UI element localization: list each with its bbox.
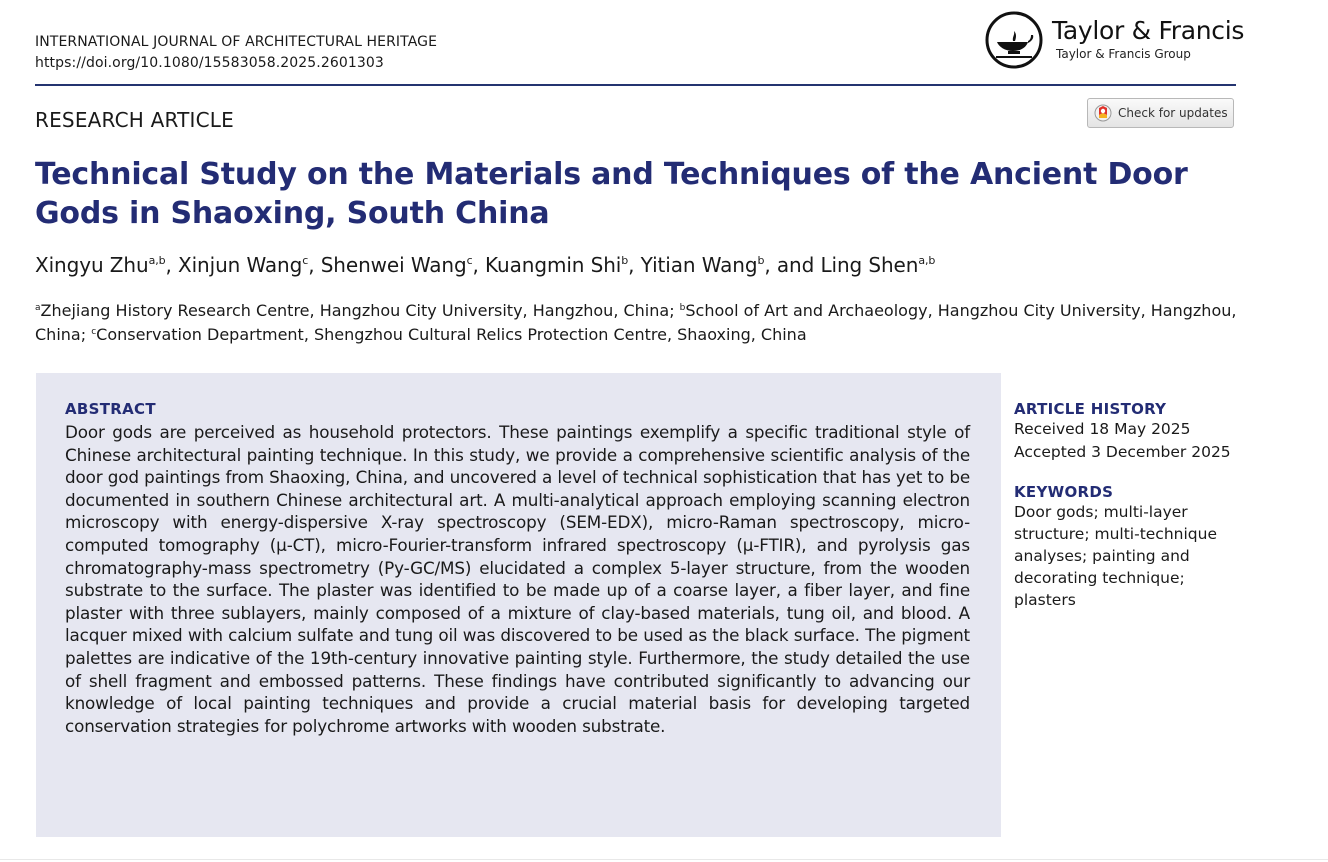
author-separator: ,: [165, 253, 178, 277]
affiliation-mark: c: [91, 327, 97, 337]
author-separator: , and: [764, 253, 821, 277]
doi-link[interactable]: https://doi.org/10.1080/15583058.2025.2601303: [35, 55, 384, 71]
author-affiliation-mark: c: [466, 254, 473, 267]
author-affiliation-mark: b: [757, 254, 765, 267]
keywords-line: structure; multi-technique: [1014, 525, 1217, 544]
keywords-line: plasters: [1014, 591, 1076, 610]
author-affiliation-mark: b: [621, 254, 629, 267]
taylor-francis-lamp-logo: [984, 10, 1044, 70]
author-separator: ,: [628, 253, 641, 277]
author-name[interactable]: Yitian Wang: [640, 253, 758, 277]
affiliation-text: Zhejiang History Research Centre, Hangzhou City University, Hangzhou, China;: [40, 301, 675, 320]
affiliation-mark: a: [35, 303, 41, 313]
journal-name: INTERNATIONAL JOURNAL OF ARCHITECTURAL HERITAGE: [35, 34, 438, 50]
author-affiliation-mark: a,b: [918, 254, 936, 267]
author-affiliation-mark: c: [302, 254, 309, 267]
abstract-text: Door gods are perceived as household protectors. These paintings exemplify a specific traditional style of Chinese architectural painting technique. In this study, we provide a comprehensive scientific analysis of the door god paintings from Shaoxing, China, and uncovered a level of technical sophistication that has yet to be documented in southern Chinese architectural art. A multi-analytical approach employing scanning electron microscopy with energy-dispersive X-ray spectroscopy (SEM-EDX), micro-Raman spectroscopy, micro-computed tomography (μ-CT), micro-Fourier-transform infrared spectroscopy (μ-FTIR), and pyrolysis gas chromatography-mass spectrometry (Py-GC/MS) elucidated a complex 5-layer structure, from the wooden substrate to the surface. The plaster was identified to be made up of a coarse layer, a fiber layer, and fine plaster with three sublayers, mainly composed of a mixture of clay-based materials, tung oil, and blood. A lacquer mixed with calcium sulfate and tung oil was discovered to be used as the black surface. The pigment palettes are indicative of the 19th-century innovative painting style. Furthermore, the study detailed the use of shell fragment and embossed patterns. These findings have contributed significantly to advancing our knowledge of local painting techniques and provide a crucial material basis for developing targeted conservation strategies for polychrome artworks with wooden substrate.: [65, 422, 970, 736]
affiliation-mark: b: [679, 303, 686, 313]
article-title: Technical Study on the Materials and Techniques of the Ancient Door Gods in Shaoxing, South China: [35, 157, 1188, 231]
keywords-line: Door gods; multi-layer: [1014, 503, 1188, 522]
author-affiliation-mark: a,b: [148, 254, 166, 267]
publisher-branding: [984, 10, 1245, 72]
author-name[interactable]: Ling Shen: [820, 253, 919, 277]
author-name[interactable]: Xingyu Zhu: [35, 253, 149, 277]
publisher-name: Taylor & Francis: [1052, 16, 1245, 45]
check-for-updates-label: Check for updates: [1118, 106, 1228, 120]
page-bottom-divider: [0, 859, 1328, 860]
author-separator: ,: [308, 253, 321, 277]
journal-header: [35, 32, 437, 74]
accepted-date: Accepted 3 December 2025: [1014, 442, 1231, 461]
author-name[interactable]: Shenwei Wang: [320, 253, 467, 277]
author-list: [35, 253, 935, 277]
publisher-group: Taylor & Francis Group: [1056, 47, 1191, 61]
header-divider: [35, 84, 1236, 86]
crossmark-icon: [1094, 104, 1112, 122]
affiliation-text: Conservation Department, Shengzhou Cultural Relics Protection Centre, Shaoxing, China: [96, 325, 807, 344]
author-name[interactable]: Kuangmin Shi: [485, 253, 622, 277]
abstract-heading: ABSTRACT: [65, 400, 156, 418]
keywords-line: decorating technique;: [1014, 569, 1185, 588]
affiliations: [35, 299, 1240, 347]
keywords-line: analyses; painting and: [1014, 547, 1190, 566]
article-history-heading: ARTICLE HISTORY: [1014, 400, 1167, 418]
author-name[interactable]: Xinjun Wang: [178, 253, 303, 277]
keywords-heading: KEYWORDS: [1014, 483, 1114, 502]
article-sidebar: [1014, 400, 1244, 611]
check-for-updates-button[interactable]: [1087, 98, 1234, 128]
article-type: RESEARCH ARTICLE: [35, 108, 234, 132]
author-separator: ,: [472, 253, 486, 277]
received-date: Received 18 May 2025: [1014, 420, 1191, 438]
affiliation-text: School of Art and Archaeology, Hangzhou City University, Hangzhou, China;: [35, 301, 1237, 344]
